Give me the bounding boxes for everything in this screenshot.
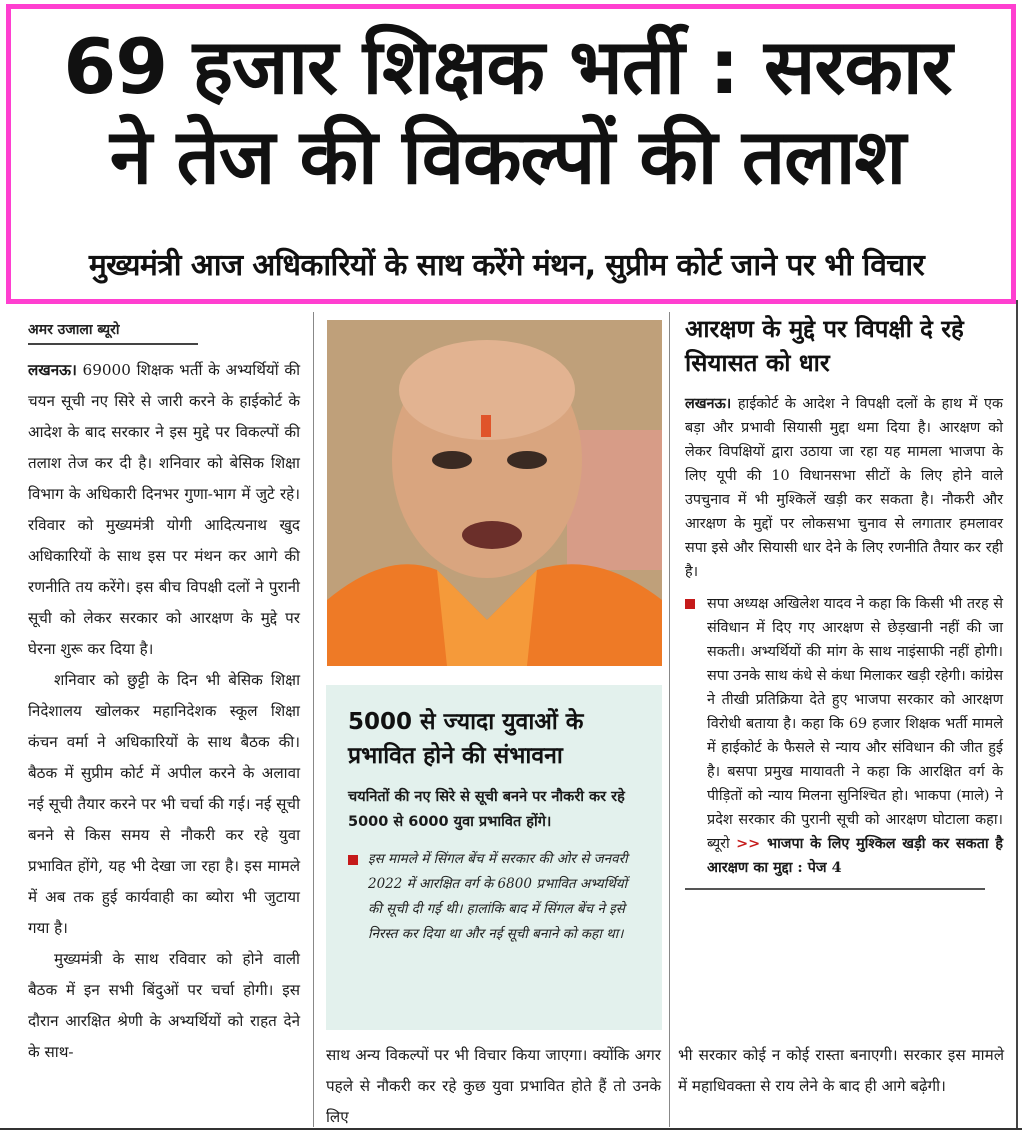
subheadline: मुख्यमंत्री आज अधिकारियों के साथ करेंगे मंथन, सुप्रीम कोर्ट जाने पर भी विचार <box>88 248 925 283</box>
left-paragraph-1-text: 69000 शिक्षक भर्ती के अभ्यर्थियों की चयन सूची नए सिरे से जारी करने के हाईकोर्ट के आदेश के बाद सरकार ने इस मुद्दे पर विकल्पों की तलाश तेज कर दी है। शनिवार को बेसिक शिक्षा विभाग के अधिकारी दिनभर गुणा-भाग में जुटे रहे। रविवार को मुख्यमंत्री योगी आदित्यनाथ खुद अधिकारियों के साथ इस पर मंथन कर आगे की रणनीति तय करेंगे। इस बीच विपक्षी दलों ने पुरानी सूची को लेकर सरकार को आरक्षण के मुद्दे पर घेरना शुरू कर दिया है। <box>28 361 300 658</box>
boxed-story-bullet <box>348 847 640 947</box>
left-paragraph-2: शनिवार को छुट्टी के दिन भी बेसिक शिक्षा निदेशालय खोलकर महानिदेशक स्कूल शिक्षा कंचन वर्मा ने अधिकारियों के साथ बैठक की। बैठक में सुप्रीम कोर्ट में अपील करने के अलावा नई सूची तैयार करने पर भी चर्चा की गई। नई सूची बनने से किस समय से नौकरी कर रहे युवा प्रभावित होंगे, यह भी देखा जा रहा है। इस मामले में अब तक हुई कार्यवाही का ब्योरा भी जुटाया गया है। <box>28 671 300 937</box>
chief-minister-photo <box>327 320 662 666</box>
right-paragraph-1 <box>685 392 1003 584</box>
bullet-square-icon <box>348 855 358 865</box>
right-column <box>685 312 1003 890</box>
right-story-body <box>685 392 1003 880</box>
headline <box>20 22 995 202</box>
left-column <box>28 320 300 1068</box>
bottom-middle-text: साथ अन्य विकल्पों पर भी विचार किया जाएगा। क्योंकि अगर पहले से नौकरी कर रहे कुछ युवा प्रभावित होते हैं तो उनके लिए <box>326 1046 661 1126</box>
page-edge-rule <box>1016 300 1018 1146</box>
dateline: लखनऊ। <box>28 361 77 379</box>
headline-line-1: 69 हजार शिक्षक भर्ती : सरकार <box>63 22 952 111</box>
column-rule-right <box>669 312 670 1127</box>
portrait-illustration <box>327 320 662 666</box>
bottom-rule <box>0 1128 1022 1146</box>
boxed-story-title: 5000 से ज्यादा युवाओं के प्रभावित होने की संभावना <box>348 709 584 769</box>
bottom-right-text: भी सरकार कोई न कोई रास्ता बनाएगी। सरकार इस मामले में महाधिवक्ता से राय लेने के बाद ही आगे बढ़ेगी। <box>678 1046 1004 1095</box>
right-dateline: लखनऊ। <box>685 395 732 412</box>
right-bullet-text: सपा अध्यक्ष अखिलेश यादव ने कहा कि किसी भी तरह से संविधान में दिए गए आरक्षण से छेड़खानी नहीं की जा सकती। अभ्यर्थियों की मांग के साथ नाइंसाफी नहीं होगी। सपा उनके साथ कंधे से कंधा मिलाकर खड़ी रहेगी। कांग्रेस ने तीखी प्रतिक्रिया देते हुए भाजपा सरकार को आरक्षण विरोधी बताया है। कहा कि 69 हजार शिक्षक भर्ती मामले में हाईकोर्ट के फैसले से न्याय और संविधान की जीत हुई है। बसपा प्रमुख मायावती ने कहा कि आरक्षित वर्ग के पीड़ितों को न्याय मिलना सुनिश्चित हो। भाकपा (माले) ने प्रदेश सरकार की पुरानी सूची को आरक्षण घोटाला कहा। ब्यूरो <box>707 596 1003 852</box>
bullet-square-icon <box>685 599 695 609</box>
boxed-story-bullet-text: इस मामले में सिंगल बेंच में सरकार की ओर से जनवरी 2022 में आरक्षित वर्ग के 6800 प्रभावित अभ्यर्थियों की सूची दी गई थी। हालांकि बाद में सिंगल बेंच ने इसे निरस्त कर दिया था और नई सूची बनाने को कहा था। <box>368 851 628 942</box>
boxed-story-lead: चयनितों की नए सिरे से सूची बनने पर नौकरी कर रहे 5000 से 6000 युवा प्रभावित होंगे। <box>348 789 625 830</box>
boxed-story <box>326 685 662 1030</box>
headline-line-2: ने तेज की विकल्पों की तलाश <box>109 112 906 201</box>
left-paragraph-1 <box>28 355 300 665</box>
left-paragraph-3: मुख्यमंत्री के साथ रविवार को होने वाली बैठक में इन सभी बिंदुओं पर चर्चा होगी। इस दौरान आरक्षित श्रेणी के अभ्यर्थियों को राहत देने के साथ- <box>28 950 300 1061</box>
left-body <box>28 355 300 1068</box>
column-rule-left <box>313 312 314 1127</box>
right-story-title: आरक्षण के मुद्दे पर विपक्षी दे रहे सियासत को धार <box>685 315 964 377</box>
page-reference-arrows: >> <box>736 835 761 852</box>
byline: अमर उजाला ब्यूरो <box>28 320 198 345</box>
right-column-divider <box>685 888 985 890</box>
right-story-bullet <box>685 592 1003 880</box>
page-reference-text: भाजपा के लिए मुश्किल खड़ी कर सकता है आरक्षण का मुद्दा : पेज 4 <box>707 835 1003 876</box>
right-paragraph-1-text: हाईकोर्ट के आदेश ने विपक्षी दलों के हाथ में एक बड़ा और प्रभावी सियासी मुद्दा थमा दिया है। आरक्षण को लेकर विपक्षियों द्वारा उठाया जा रहा यह मामला भाजपा के लिए यूपी की 10 विधानसभा सीटों के लिए होने वाले उपचुनाव में भी मुश्किलें खड़ी कर सकता है। नौकरी और आरक्षण के मुद्दों पर लोकसभा चुनाव से लगातार हमलावर सपा इसे और सियासी धार देने के लिए रणनीति तैयार कर रही है। <box>685 396 1003 580</box>
